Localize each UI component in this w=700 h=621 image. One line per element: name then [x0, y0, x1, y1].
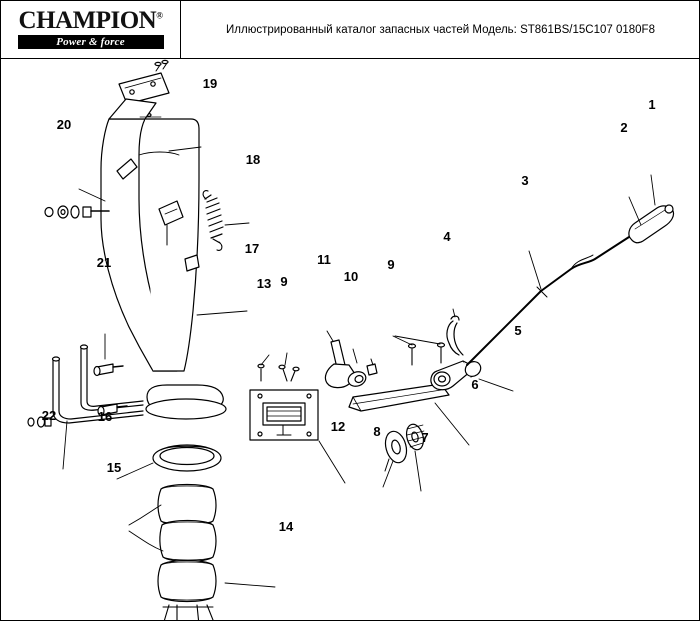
brand-name: [19, 8, 163, 33]
brand-logo: [1, 1, 181, 58]
callout-12: 12: [330, 419, 346, 434]
part-11-lever: [325, 340, 377, 389]
part-12-control-box: [250, 364, 318, 440]
callout-3: 3: [521, 173, 529, 188]
callout-4: 4: [443, 229, 451, 244]
callout-11: 11: [317, 252, 331, 267]
callout-22: 22: [41, 408, 57, 423]
callout-14: 14: [278, 519, 294, 534]
part-7-wheel: [382, 422, 429, 471]
registered-trademark-icon: ®: [156, 10, 163, 21]
callout-17: 17: [244, 241, 260, 256]
page-title: Иллюстрированный каталог запасных частей Модель: ST861BS/15C107 0180F8: [226, 23, 655, 36]
callout-9b: 9: [280, 274, 288, 289]
part-16-ring: [153, 445, 221, 471]
callout-10: 10: [343, 269, 359, 284]
callout-13: 13: [256, 276, 272, 291]
parts-diagram: [1, 59, 699, 620]
part-17-handle-frame: [101, 99, 226, 419]
part-4-cotter-pin: [447, 316, 463, 355]
callout-20: 20: [56, 117, 72, 132]
callout-16: 16: [97, 409, 113, 424]
callout-6: 6: [471, 377, 479, 392]
diagram-canvas: [1, 59, 699, 620]
callout-21: 21: [96, 255, 112, 270]
part-18-spring: [203, 191, 223, 251]
page-header: [1, 1, 699, 59]
part-6-arm: [349, 384, 449, 411]
brand-name-text: CHAMPION: [18, 7, 157, 34]
callout-8: 8: [373, 424, 381, 439]
part-3-rod: [467, 237, 629, 365]
callout-5: 5: [514, 323, 522, 338]
part-2-grip: [629, 205, 674, 243]
callout-15: 15: [106, 460, 122, 475]
callout-19: 19: [202, 76, 218, 91]
part-15-covers: [158, 485, 216, 562]
callout-18: 18: [245, 152, 261, 167]
callout-9: 9: [387, 257, 395, 272]
part-14-cover: [158, 561, 219, 621]
callout-1: 1: [648, 97, 656, 112]
part-20-fasteners: [45, 206, 109, 218]
callout-7: 7: [421, 430, 429, 445]
callout-2: 2: [620, 120, 628, 135]
part-9-screws: [409, 343, 445, 365]
brand-tagline-bar: [18, 35, 164, 49]
brand-tagline: Power & force: [56, 36, 125, 48]
